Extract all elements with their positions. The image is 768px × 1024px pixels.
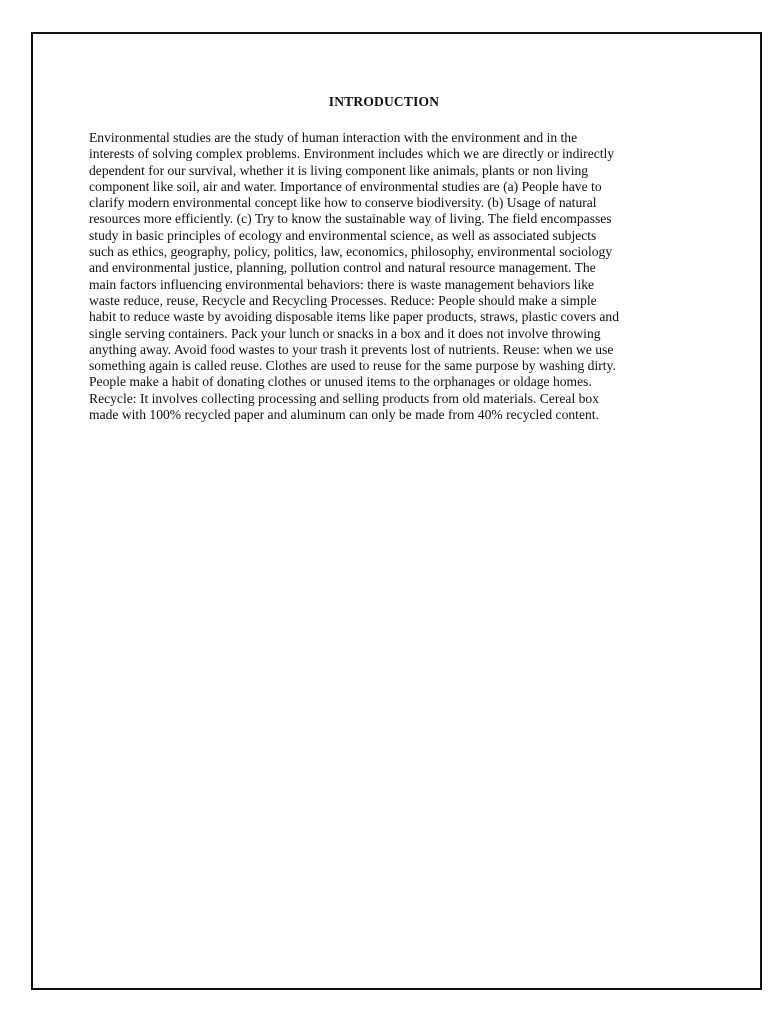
paragraph-line: study in basic principles of ecology and environmental science, as well as associated subjects (89, 227, 597, 243)
paragraph-line: People make a habit of donating clothes or unused items to the orphanages or oldage homes. (89, 374, 592, 390)
paragraph-line: made with 100% recycled paper and aluminum can only be made from 40% recycled content. (89, 407, 599, 423)
introduction-paragraph (89, 130, 689, 423)
paragraph-line: Environmental studies are the study of human interaction with the environment and in the (89, 130, 578, 145)
paragraph-line: habit to reduce waste by avoiding disposable items like paper products, straws, plastic covers and (89, 309, 620, 325)
paragraph-line: interests of solving complex problems. Environment includes which we are directly or indirectly (89, 146, 615, 162)
paragraph-line: Recycle: It involves collecting processing and selling products from old materials. Cereal box (89, 390, 600, 406)
paragraph-line: such as ethics, geography, policy, politics, law, economics, philosophy, environmental sociology (89, 244, 613, 260)
paragraph-line: main factors influencing environmental behaviors: there is waste management behaviors like (89, 276, 595, 292)
paragraph-line: and environmental justice, planning, pollution control and natural resource management. The (89, 260, 596, 276)
paragraph-line: clarify modern environmental concept like how to conserve biodiversity. (b) Usage of natural (89, 195, 597, 211)
paragraph-line: dependent for our survival, whether it is living component like animals, plants or non living (89, 162, 589, 178)
paragraph-line: something again is called reuse. Clothes are used to reuse for the same purpose by washing dirty. (89, 358, 616, 374)
paragraph-line: component like soil, air and water. Importance of environmental studies are (a) People have to (89, 178, 602, 194)
paragraph-line: resources more efficiently. (c) Try to know the sustainable way of living. The field encompasses (89, 211, 612, 227)
paragraph-line: anything away. Avoid food wastes to your trash it prevents lost of nutrients. Reuse: when we use (89, 341, 614, 357)
document-title: INTRODUCTION (328, 94, 440, 109)
paragraph-line: waste reduce, reuse, Recycle and Recycling Processes. Reduce: People should make a simple (89, 292, 597, 308)
paragraph-line: single serving containers. Pack your lunch or snacks in a box and it does not involve throwing (89, 325, 601, 341)
